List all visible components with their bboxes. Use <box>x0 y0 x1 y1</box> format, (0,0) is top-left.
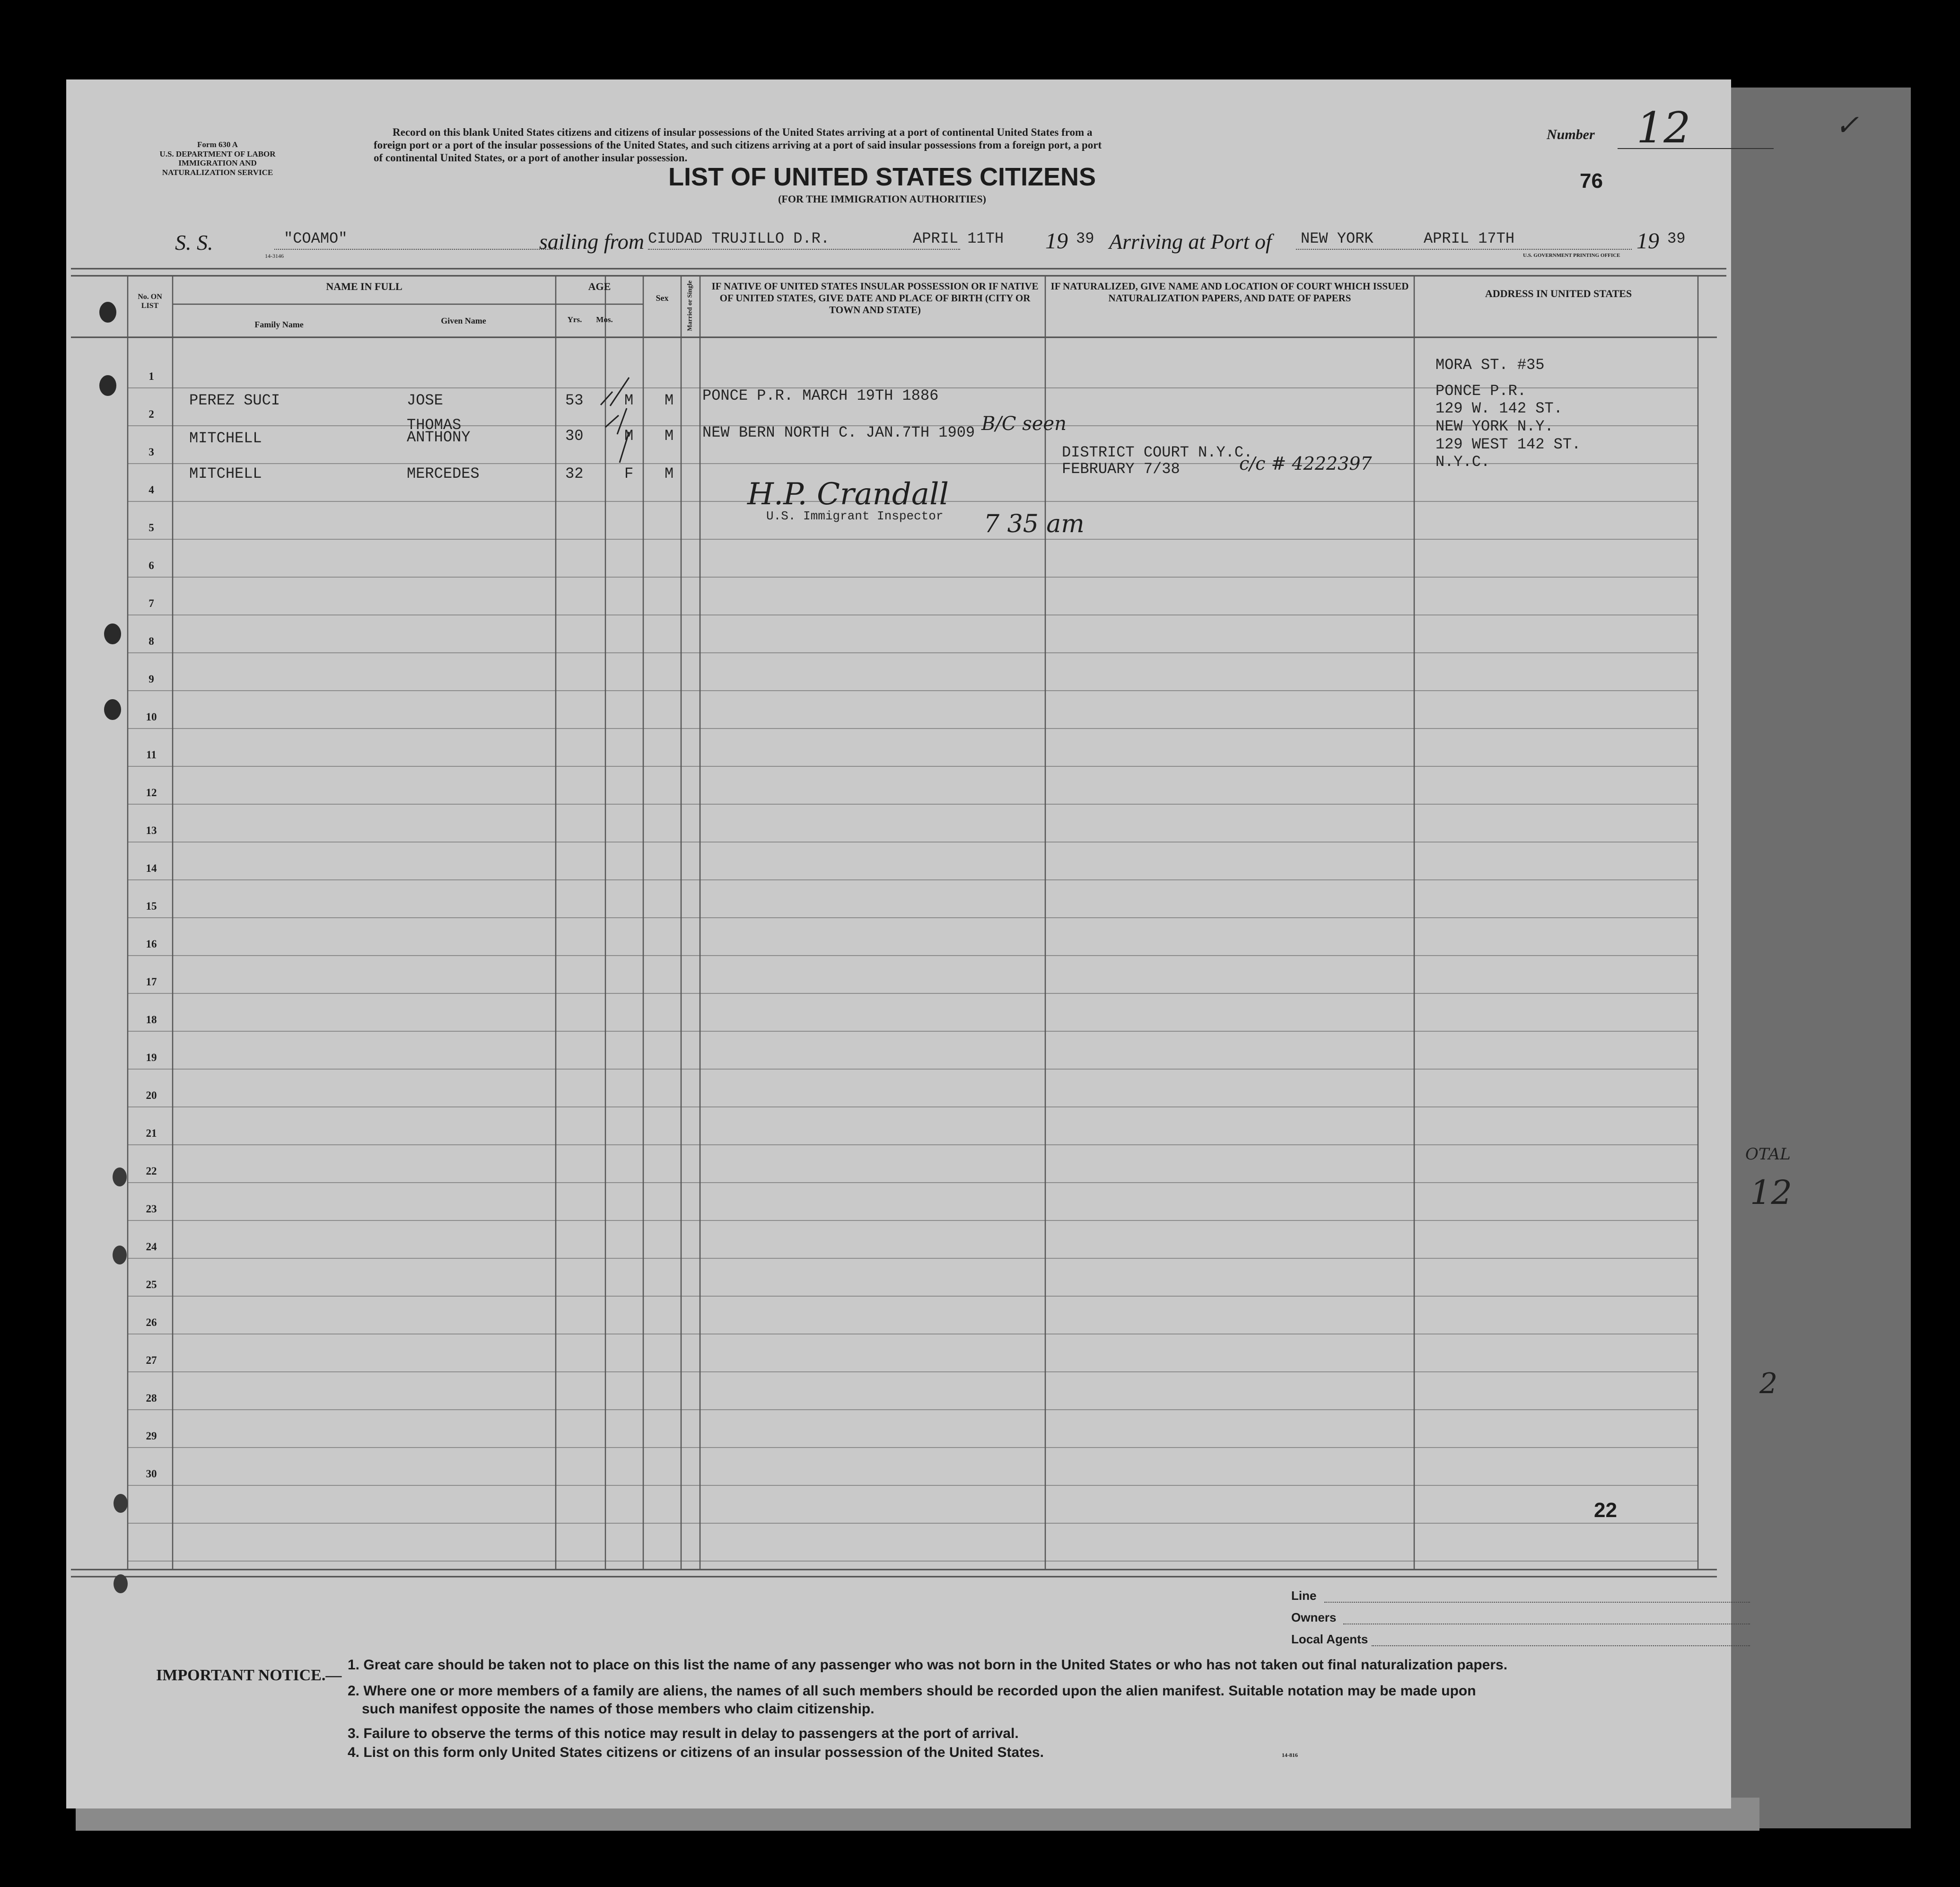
inspector-title: U.S. Immigrant Inspector <box>766 509 944 523</box>
col-naturalization: IF NATURALIZED, GIVE NAME AND LOCATION OF COURT WHICH ISSUED NATURALIZATION PAPERS, AND DATE OF PAPERS <box>1050 281 1409 304</box>
margin-total-value: 12 <box>1750 1173 1793 1212</box>
entry-2-birth-annotation: B/C seen <box>981 413 1067 435</box>
notice-item-4: 4. List on this form only United States citizens or citizens of an insular possession of the United States. <box>348 1745 1044 1760</box>
col-name-in-full: NAME IN FULL <box>326 281 402 292</box>
arrival-year: 39 <box>1667 230 1686 247</box>
address-line-6: N.Y.C. <box>1435 453 1490 471</box>
line-label: Line <box>1291 1589 1317 1603</box>
binding-hole-6 <box>113 1246 127 1264</box>
row-number: 7 <box>149 597 154 609</box>
naturalization-date: FEBRUARY 7/38 <box>1062 460 1180 478</box>
notice-item-3: 3. Failure to observe the terms of this notice may result in delay to passengers at the port of arrival. <box>348 1726 1019 1741</box>
row-number: 9 <box>149 673 154 685</box>
col-sex: Sex <box>656 293 669 303</box>
printer-note: U.S. GOVERNMENT PRINTING OFFICE <box>1523 253 1620 258</box>
entry-2-yrs: 30 <box>565 427 584 445</box>
entry-1-given: JOSE <box>407 392 443 409</box>
arrival-port: NEW YORK <box>1301 230 1374 247</box>
row-number: 2 <box>149 408 154 420</box>
binding-hole-4 <box>104 699 121 720</box>
col-given-name: Given Name <box>441 316 486 325</box>
record-line-1: Record on this blank United States citizens and citizens of insular possessions of the United States arriving at a port of continental United States from a <box>393 126 1093 138</box>
margin-check-mark: ✓ <box>1835 109 1859 142</box>
entry-2-sex: M <box>624 427 634 445</box>
page-stamp: 76 <box>1580 169 1603 193</box>
binding-hole-1 <box>99 302 116 323</box>
agents-label: Local Agents <box>1291 1632 1368 1646</box>
margin-lower-value: 2 <box>1759 1367 1778 1400</box>
row-number: 11 <box>146 749 157 761</box>
page-subtitle: (FOR THE IMMIGRATION AUTHORITIES) <box>778 193 986 205</box>
margin-total-label: OTAL <box>1745 1145 1791 1164</box>
entry-3-sex: F <box>624 465 634 483</box>
col-mos: Mos. <box>596 315 613 324</box>
record-line-2: foreign port or a port of the insular possessions of the United States, and such citizens arriving at a port of said insular possessions from a foreign port, a port <box>374 139 1102 151</box>
row-number: 16 <box>146 938 157 950</box>
col-family-name: Family Name <box>254 320 304 329</box>
row-number: 14 <box>146 862 157 874</box>
row-number: 6 <box>149 560 154 571</box>
footer-form-code: 14-816 <box>1282 1752 1298 1758</box>
row-number: 28 <box>146 1392 157 1404</box>
entry-1-family: PEREZ SUCI <box>189 392 280 409</box>
row-number: 13 <box>146 825 157 836</box>
entry-1-yrs: 53 <box>565 392 584 409</box>
address-line-4: NEW YORK N.Y. <box>1435 418 1554 435</box>
row-number: 22 <box>146 1165 157 1177</box>
binding-hole-8 <box>114 1574 128 1593</box>
arrival-year-prefix: 19 <box>1636 228 1659 254</box>
address-line-5: 129 WEST 142 ST. <box>1435 436 1581 453</box>
binding-hole-3 <box>104 623 121 644</box>
binding-hole-5 <box>113 1167 127 1186</box>
notice-item-2-cont: such manifest opposite the names of those members who claim citizenship. <box>362 1701 875 1717</box>
row-number: 24 <box>146 1241 157 1253</box>
number-label: Number <box>1547 127 1595 142</box>
line-field <box>1324 1602 1750 1603</box>
manifest-page <box>66 79 1731 1808</box>
row-number: 20 <box>146 1089 157 1101</box>
sailing-from-label: sailing from <box>539 229 644 254</box>
row-number: 21 <box>146 1127 157 1139</box>
row-number: 18 <box>146 1014 157 1026</box>
notice-item-1: 1. Great care should be taken not to place on this list the name of any passenger who was not born in the United States or who has not taken out final naturalization papers. <box>348 1657 1508 1673</box>
entry-2-given-first: THOMAS <box>407 416 462 434</box>
manifest-grid <box>66 79 1731 1808</box>
arriving-label: Arriving at Port of <box>1109 229 1272 254</box>
entry-3-family: MITCHELL <box>189 465 262 483</box>
arrival-date: APRIL 17TH <box>1424 230 1515 247</box>
address-line-1: MORA ST. #35 <box>1435 356 1545 374</box>
entry-3-marital: M <box>665 465 674 483</box>
row-number: 10 <box>146 711 157 723</box>
col-address: ADDRESS IN UNITED STATES <box>1485 288 1632 299</box>
col-yrs: Yrs. <box>567 315 582 324</box>
binding-hole-2 <box>99 375 116 396</box>
ruled-lines <box>128 388 1698 1561</box>
col-age: AGE <box>588 281 611 292</box>
row-number: 3 <box>149 446 154 458</box>
row-number: 29 <box>146 1430 157 1442</box>
col-place-of-birth: IF NATIVE OF UNITED STATES INSULAR POSSESSION OR IF NATIVE OF UNITED STATES, GIVE DATE AND PLACE OF BIRTH (CITY OR TOWN AND STATE) <box>711 281 1039 316</box>
address-line-2: PONCE P.R. <box>1435 382 1527 400</box>
row-number: 27 <box>146 1354 157 1366</box>
entry-2-birth: NEW BERN NORTH C. JAN.7TH 1909 <box>702 424 975 441</box>
record-line-3: of continental United States, or a port of another insular possession. <box>374 152 688 164</box>
number-value: 12 <box>1636 103 1691 153</box>
entry-1-sex: M <box>624 392 634 409</box>
department: U.S. DEPARTMENT OF LABOR <box>159 149 276 158</box>
col-no-on-list: No. ON LIST <box>138 293 162 310</box>
print-code: 14-3146 <box>265 253 284 259</box>
row-number: 30 <box>146 1468 157 1480</box>
entry-1-birth: PONCE P.R. MARCH 19TH 1886 <box>702 387 939 404</box>
sailing-year-prefix: 19 <box>1045 228 1068 254</box>
inspector-time-note: 7 35 am <box>984 510 1085 538</box>
row-number: 15 <box>146 900 157 912</box>
notice-title: IMPORTANT NOTICE.— <box>156 1667 342 1684</box>
row-number: 4 <box>149 484 154 496</box>
entry-2-family: MITCHELL <box>189 430 262 447</box>
service-line-1: IMMIGRATION AND <box>178 158 257 168</box>
service-line-2: NATURALIZATION SERVICE <box>162 167 273 177</box>
row-number: 8 <box>149 635 154 647</box>
row-number: 12 <box>146 787 157 799</box>
address-line-3: 129 W. 142 ST. <box>1435 400 1563 417</box>
ship-name: "COAMO" <box>284 230 348 247</box>
row-number: 19 <box>146 1052 157 1063</box>
sailing-date: APRIL 11TH <box>913 230 1004 247</box>
row-number: 5 <box>149 522 154 534</box>
row-number: 23 <box>146 1203 157 1215</box>
row-number: 26 <box>146 1317 157 1328</box>
sheet-number: 22 <box>1594 1499 1617 1522</box>
ss-label: S. S. <box>175 230 213 255</box>
row-number: 25 <box>146 1279 157 1290</box>
col-married-or-single: Married or Single <box>686 280 694 331</box>
entry-3-yrs: 32 <box>565 465 584 483</box>
underlying-page <box>1722 88 1911 1828</box>
binding-hole-7 <box>114 1494 128 1513</box>
entry-2-marital: M <box>665 427 674 445</box>
owners-label: Owners <box>1291 1610 1337 1624</box>
row-number: 17 <box>146 976 157 988</box>
entry-1-marital: M <box>665 392 674 409</box>
row-number: 1 <box>149 370 154 382</box>
notice-item-2: 2. Where one or more members of a family are aliens, the names of all such members should be recorded upon the alien manifest. Suitable notation may be made upon <box>348 1683 1476 1699</box>
inspector-signature: H.P. Crandall <box>747 477 949 512</box>
agents-field <box>1372 1645 1750 1646</box>
naturalization-cert-note: c/c # 4222397 <box>1239 453 1372 474</box>
entry-2-given-second: ANTHONY <box>407 429 471 446</box>
entry-3-given: MERCEDES <box>407 465 480 483</box>
sailing-year: 39 <box>1076 230 1094 247</box>
sailing-from: CIUDAD TRUJILLO D.R. <box>648 230 830 247</box>
age-tick-marks <box>591 363 648 486</box>
naturalization-court: DISTRICT COURT N.Y.C. <box>1062 444 1253 461</box>
page-title: LIST OF UNITED STATES CITIZENS <box>668 163 1096 191</box>
form-number: Form 630 A <box>197 140 238 149</box>
